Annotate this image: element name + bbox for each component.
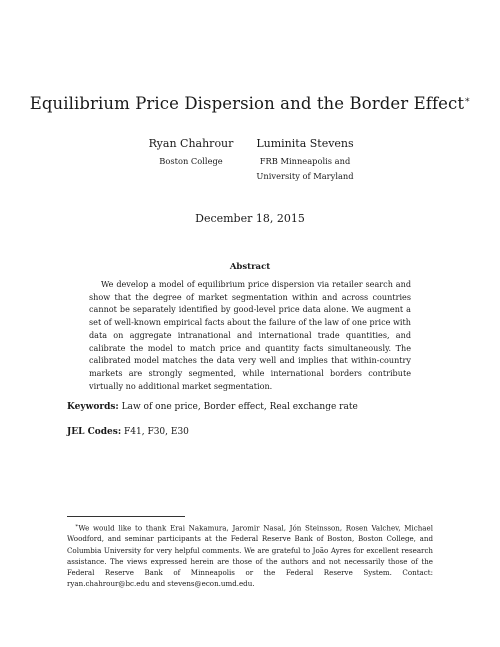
footnote-divider (67, 516, 185, 517)
paper-title (0, 94, 500, 113)
keywords-line (67, 402, 358, 412)
keywords-label: Keywords: (67, 402, 119, 412)
jel-codes-label: JEL Codes: (67, 427, 122, 437)
author-block-stevens (246, 136, 364, 183)
paper-date: December 18, 2015 (195, 212, 305, 225)
author-affiliation: FRB Minneapolis and (259, 156, 351, 166)
author-block-chahrour (136, 136, 246, 169)
author-name: Ryan Chahrour (148, 137, 234, 150)
footnote-mark: ∗ (75, 523, 79, 529)
footnote-text: We would like to thank Erai Nakamura, Jaromir Nasal, Jón Steinsson, Rosen Valchev, Michael Woodford, and seminar participants at the Federal Reserve Bank of Boston, Boston College, and Columbia University for very helpful comments. We are grateful to João Ayres for excellent research assistance. The views expressed herein are those of the authors and not necessarily those of the Federal Reserve Bank of Minneapolis or the Federal Reserve System. Contact: ryan.chahrour@bc.edu and stevens@econ.umd.edu. (67, 523, 433, 588)
jel-codes-line (67, 427, 189, 437)
jel-codes-value: F41, F30, E30 (124, 427, 189, 437)
author-affiliation: Boston College (159, 156, 223, 166)
abstract-heading: Abstract (229, 262, 271, 272)
title-footnote-mark: ∗ (464, 95, 471, 106)
keywords-value: Law of one price, Border effect, Real exchange rate (121, 402, 358, 412)
abstract-text: We develop a model of equilibrium price dispersion via retailer search and show that the degree of market segmentation within and across countries cannot be separately identified by good-level price data alone. We augment a set of well-known empirical facts about the failure of the law of one price with data on aggregate intranational and international trade quantities, and calibrate the model to match price and quantity facts simultaneously. The calibrated model matches the data very well and implies that within-country markets are strongly segmented, while international borders contribute virtually no additional market segmentation. (89, 279, 411, 391)
author-name: Luminita Stevens (256, 137, 354, 150)
paper-title-text: Equilibrium Price Dispersion and the Border Effect (29, 94, 465, 113)
author-affiliation: University of Maryland (256, 170, 354, 181)
footnote (67, 521, 433, 589)
